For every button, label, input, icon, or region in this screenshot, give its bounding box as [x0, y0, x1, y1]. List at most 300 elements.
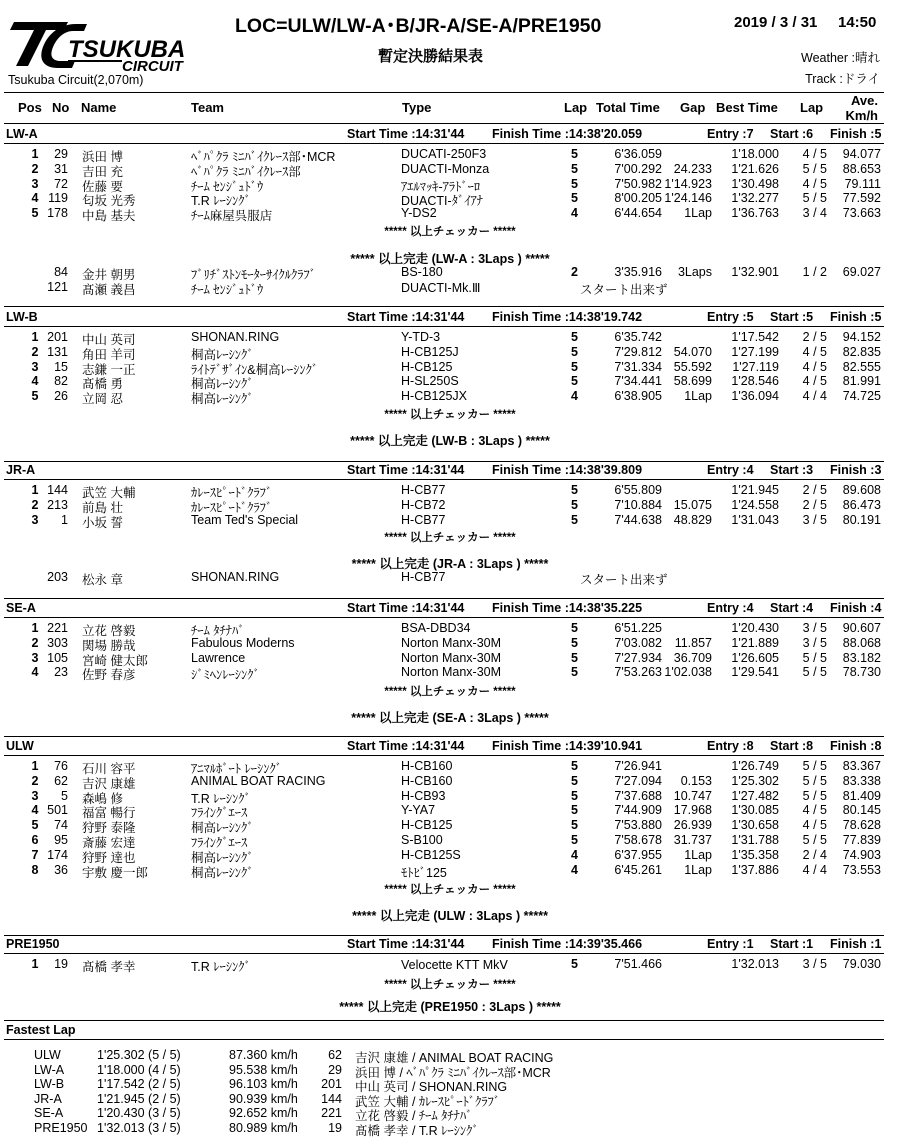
- cell-speed: 78.628: [842, 818, 881, 833]
- cell-speed: 90.607: [842, 621, 881, 635]
- cell-lap2: 4 / 5: [802, 344, 827, 359]
- cell-pos: 3: [31, 176, 39, 191]
- complete-message: ***** 以上完走 (JR-A : 3Laps ) *****: [351, 557, 549, 571]
- cell-team: SHONAN.RING: [191, 570, 280, 584]
- class-finished: Finish :5: [830, 127, 882, 141]
- cell-name: 斎藤 宏達: [82, 836, 136, 850]
- cell-best: 1'36.763: [731, 206, 779, 221]
- col-best-lap: Lap: [800, 100, 824, 115]
- class-title: SE-A: [6, 601, 36, 615]
- cell-lap: 5: [571, 359, 578, 374]
- cell-total: 7'44.909: [614, 803, 662, 818]
- cell-no: 76: [54, 759, 68, 773]
- cell-lap: 5: [571, 621, 578, 635]
- cell-speed: 81.991: [842, 374, 881, 389]
- fastest-time: 1'21.945 (2 / 5): [97, 1091, 181, 1106]
- complete-message: ***** 以上完走 (LW-B : 3Laps ) *****: [350, 434, 550, 448]
- cell-pos: 5: [31, 389, 39, 404]
- class-started: Start :4: [770, 601, 814, 615]
- cell-speed: 78.730: [842, 665, 881, 680]
- section-divider: [4, 598, 884, 599]
- section-divider: [4, 935, 884, 936]
- cell-best: 1'35.358: [731, 847, 779, 862]
- cell-pos: 3: [31, 788, 39, 803]
- cell-speed: 79.111: [844, 176, 881, 191]
- class-started: Start :1: [770, 937, 814, 951]
- class-header-pre1950: [4, 939, 884, 954]
- report-date: 2019 / 3 / 31: [734, 14, 818, 31]
- cell-total: 7'00.292: [614, 161, 662, 176]
- cell-lap2: 3 / 4: [802, 206, 827, 221]
- cell-best: 1'30.498: [731, 176, 779, 191]
- cell-type: S-B100: [401, 833, 443, 847]
- cell-pos: 1: [31, 330, 39, 344]
- cell-total: 7'44.638: [614, 512, 662, 527]
- cell-pos: 3: [31, 512, 39, 527]
- checker-message: ***** 以上チェッカー *****: [384, 226, 516, 238]
- cell-team: ｱﾆﾏﾙﾎﾞｰﾄ ﾚｰｼﾝｸﾞ: [191, 762, 282, 776]
- cell-lap: 4: [571, 206, 578, 221]
- cell-no: 174: [47, 847, 68, 862]
- cell-name: 吉田 充: [82, 164, 123, 179]
- complete-message: ***** 以上完走 (PRE1950 : 3Laps ) *****: [339, 1000, 561, 1014]
- cell-lap2: 5 / 5: [802, 161, 827, 176]
- cell-speed: 88.068: [842, 635, 881, 650]
- cell-name: 立花 啓毅: [82, 624, 136, 638]
- class-entry: Entry :4: [707, 601, 754, 615]
- table-row: [0, 512, 900, 530]
- cell-name: 髙瀬 義昌: [82, 282, 136, 297]
- fastest-cls: ULW: [34, 1048, 61, 1062]
- cell-total: 7'26.941: [614, 759, 662, 773]
- cell-team: Team Ted's Special: [191, 512, 299, 527]
- class-start: Start Time :14:31'44: [347, 127, 465, 141]
- cell-speed: 83.338: [842, 773, 881, 788]
- complete-message: ***** 以上完走 (ULW : 3Laps ) *****: [352, 909, 548, 923]
- cell-best: 1'32.013: [731, 957, 779, 971]
- cell-lap2: 5 / 5: [802, 788, 827, 803]
- cell-total: 6'45.261: [614, 862, 662, 877]
- cell-team: ｶﾚｰｽﾋﾟｰﾄﾞｸﾗﾌﾞ: [191, 500, 273, 515]
- cell-speed: 86.473: [842, 497, 881, 512]
- cell-total: 7'03.082: [614, 635, 662, 650]
- fastest-cls: LW-B: [34, 1077, 65, 1092]
- cell-speed: 69.027: [842, 265, 881, 279]
- cell-lap2: 5 / 5: [802, 665, 827, 680]
- cell-name: 狩野 泰隆: [82, 821, 136, 836]
- cell-best: 1'31.043: [731, 512, 779, 527]
- cell-name: 中山 英司: [82, 333, 136, 347]
- cell-name: 浜田 博: [82, 150, 123, 164]
- cell-name: 石川 容平: [82, 762, 136, 776]
- cell-name: 佐藤 要: [82, 179, 123, 194]
- cell-lap2: 5 / 5: [802, 773, 827, 788]
- svg-text:CIRCUIT: CIRCUIT: [122, 58, 183, 72]
- cell-lap: 4: [571, 862, 578, 877]
- cell-no: 105: [47, 650, 68, 665]
- cell-total: 6'35.742: [614, 330, 662, 344]
- cell-speed: 79.030: [842, 957, 881, 971]
- cell-type: Y-TD-3: [401, 330, 441, 344]
- cell-best: 1'21.889: [731, 635, 779, 650]
- class-finish: Finish Time :14:39'35.466: [492, 937, 643, 951]
- fastest-speed: 95.538 km/h: [229, 1062, 298, 1077]
- cell-name: 森嶋 修: [82, 791, 123, 806]
- cell-team: T.R ﾚｰｼﾝｸﾞ: [191, 194, 251, 209]
- cell-no: 131: [47, 344, 68, 359]
- cell-best: 1'26.749: [731, 759, 779, 773]
- cell-total: 3'35.916: [614, 265, 662, 279]
- cell-speed: 73.663: [842, 206, 881, 221]
- class-finish: Finish Time :14:38'35.225: [492, 601, 643, 615]
- class-finished: Finish :8: [830, 739, 882, 753]
- class-start: Start Time :14:31'44: [347, 310, 465, 324]
- cell-best: 1'18.000: [731, 147, 779, 161]
- fastest-speed: 80.989 km/h: [229, 1121, 298, 1135]
- cell-total: 7'53.880: [614, 818, 662, 833]
- cell-best: 1'27.199: [731, 344, 779, 359]
- cell-speed: 73.553: [842, 862, 881, 877]
- cell-lap2: 4 / 5: [802, 803, 827, 818]
- cell-best: 1'30.658: [731, 818, 779, 833]
- cell-no: 95: [54, 833, 68, 847]
- cell-team: 桐高ﾚｰｼﾝｸﾞ: [191, 821, 254, 836]
- checker-message: ***** 以上チェッカー *****: [384, 979, 516, 991]
- cell-best: 1'30.085: [731, 803, 779, 818]
- cell-no: 144: [47, 483, 68, 497]
- cell-lap: 5: [571, 161, 578, 176]
- cell-no: 221: [47, 621, 68, 635]
- cell-lap: 5: [571, 957, 578, 971]
- cell-pos: 2: [31, 344, 39, 359]
- cell-total: スタート出来ず: [580, 573, 668, 587]
- class-started: Start :5: [770, 310, 814, 324]
- cell-gap: 11.857: [674, 635, 712, 650]
- col-speed-unit: Km/h: [845, 108, 878, 123]
- complete-message: ***** 以上完走 (SE-A : 3Laps ) *****: [351, 711, 549, 725]
- cell-lap: 5: [571, 483, 578, 497]
- cell-type: H-CB72: [401, 497, 446, 512]
- cell-speed: 74.725: [842, 389, 881, 404]
- class-entry: Entry :8: [707, 739, 754, 753]
- cell-team: ｶﾚｰｽﾋﾟｰﾄﾞｸﾗﾌﾞ: [191, 486, 273, 500]
- cell-name: 髙橋 孝幸: [82, 960, 136, 974]
- cell-lap: 5: [571, 759, 578, 773]
- fastest-cls: LW-A: [34, 1062, 65, 1077]
- cell-pos: 4: [31, 803, 39, 818]
- class-finish: Finish Time :14:39'10.941: [492, 739, 643, 753]
- class-started: Start :6: [770, 127, 814, 141]
- cell-lap2: 4 / 4: [802, 389, 827, 404]
- cell-speed: 77.839: [842, 833, 881, 847]
- complete-message: ***** 以上完走 (LW-A : 3Laps ) *****: [350, 252, 550, 266]
- cell-pos: 2: [31, 635, 39, 650]
- table-row: [0, 959, 900, 973]
- cell-team: T.R ﾚｰｼﾝｸﾞ: [191, 791, 251, 806]
- column-header-row: [4, 92, 884, 124]
- cell-total: 7'31.334: [614, 359, 662, 374]
- cell-team: T.R ﾚｰｼﾝｸﾞ: [191, 960, 251, 974]
- cell-total: 7'58.678: [614, 833, 662, 847]
- cell-pos: 4: [31, 374, 39, 389]
- cell-total: スタート出来ず: [580, 282, 668, 297]
- cell-best: 1'29.541: [731, 665, 779, 680]
- cell-best: 1'24.558: [731, 497, 779, 512]
- cell-name: 武笠 大輔: [82, 486, 136, 500]
- cell-team: ﾍﾞﾊﾟｸﾗ ﾐﾆﾊﾞｲｸﾚｰｽ部: [191, 164, 301, 179]
- cell-total: 6'55.809: [614, 483, 662, 497]
- cell-team: ﾌﾗｲﾝｸﾞｴｰｽ: [191, 836, 248, 850]
- checker-message: ***** 以上チェッカー *****: [384, 686, 516, 698]
- checker-message: ***** 以上チェッカー *****: [384, 409, 516, 421]
- class-finish: Finish Time :14:38'20.059: [492, 127, 643, 141]
- cell-gap: 58.699: [673, 374, 712, 389]
- table-row: [0, 667, 900, 681]
- cell-total: 7'50.982: [614, 176, 662, 191]
- cell-lap2: 5 / 5: [802, 833, 827, 847]
- cell-lap2: 2 / 5: [802, 330, 827, 344]
- fastest-speed: 87.360 km/h: [229, 1048, 298, 1062]
- fastest-who: 髙橋 孝幸 / T.R ﾚｰｼﾝｸﾞ: [355, 1124, 479, 1138]
- cell-gap: 3Laps: [677, 265, 712, 279]
- cell-gap: 31.737: [673, 833, 712, 847]
- cell-lap2: 2 / 4: [802, 847, 827, 862]
- cell-best: 1'21.626: [731, 161, 779, 176]
- class-started: Start :3: [770, 463, 814, 477]
- cell-team: 桐高ﾚｰｼﾝｸﾞ: [191, 377, 254, 392]
- cell-type: Norton Manx-30M: [401, 635, 502, 650]
- cell-lap: 5: [571, 330, 578, 344]
- col-name: Name: [81, 100, 117, 115]
- col-pos: Pos: [18, 100, 42, 115]
- fastest-no: 221: [321, 1106, 342, 1121]
- cell-pos: 2: [31, 161, 39, 176]
- cell-type: H-CB160: [401, 759, 453, 773]
- cell-type: H-SL250S: [401, 374, 459, 389]
- cell-lap: 5: [571, 635, 578, 650]
- cell-lap2: 1 / 2: [802, 265, 827, 279]
- cell-name: 小坂 誓: [82, 515, 123, 530]
- cell-name: 宇敷 慶一郎: [82, 865, 148, 880]
- cell-name: 狩野 達也: [82, 850, 136, 865]
- cell-name: 髙橋 勇: [82, 377, 123, 392]
- cell-name: 中島 基夫: [82, 209, 136, 224]
- class-finished: Finish :3: [830, 463, 882, 477]
- cell-name: 関場 勝哉: [82, 638, 136, 653]
- cell-no: 29: [54, 147, 68, 161]
- cell-speed: 77.592: [842, 191, 881, 206]
- cell-pos: 6: [31, 833, 39, 847]
- cell-pos: 2: [31, 497, 39, 512]
- cell-gap: 1Lap: [684, 862, 712, 877]
- cell-type: DUACTI-Mk.Ⅲ: [401, 280, 481, 295]
- cell-lap: 5: [571, 374, 578, 389]
- cell-pos: 5: [31, 818, 39, 833]
- cell-no: 74: [54, 818, 68, 833]
- cell-gap: 10.747: [673, 788, 712, 803]
- cell-best: 1'37.886: [731, 862, 779, 877]
- cell-speed: 82.835: [842, 344, 881, 359]
- fastest-no: 19: [328, 1121, 342, 1135]
- cell-lap: 5: [571, 773, 578, 788]
- class-title: JR-A: [6, 463, 36, 477]
- cell-no: 26: [54, 389, 68, 404]
- class-entry: Entry :4: [707, 463, 754, 477]
- section-divider: [4, 461, 884, 462]
- cell-best: 1'17.542: [731, 330, 779, 344]
- class-entry: Entry :5: [707, 310, 754, 324]
- cell-lap: 5: [571, 497, 578, 512]
- cell-speed: 81.409: [842, 788, 881, 803]
- cell-pos: 3: [31, 359, 39, 374]
- table-row: [0, 572, 900, 586]
- cell-lap2: 4 / 5: [802, 147, 827, 161]
- cell-lap: 5: [571, 665, 578, 680]
- class-finish: Finish Time :14:38'39.809: [492, 463, 643, 477]
- cell-pos: 1: [31, 147, 39, 161]
- location-title: LOC=ULW/LW-A･B/JR-A/SE-A/PRE1950: [235, 15, 602, 37]
- fastest-who: 浜田 博 / ﾍﾞﾊﾟｸﾗ ﾐﾆﾊﾞｲｸﾚｰｽ部･MCR: [355, 1065, 551, 1080]
- cell-lap: 5: [571, 147, 578, 161]
- class-finished: Finish :4: [830, 601, 882, 615]
- class-finished: Finish :1: [830, 937, 882, 951]
- cell-no: 1: [61, 512, 68, 527]
- cell-speed: 82.555: [842, 359, 881, 374]
- cell-name: 志鎌 一正: [82, 362, 136, 377]
- fastest-who: 吉沢 康雄 / ANIMAL BOAT RACING: [355, 1051, 554, 1065]
- cell-type: DUACTI-Monza: [401, 161, 490, 176]
- cell-team: ﾁｰﾑ ｾﾝｼﾞｭﾄﾞｳ: [191, 282, 264, 297]
- cell-lap2: 3 / 5: [802, 512, 827, 527]
- table-row: [0, 208, 900, 222]
- cell-no: 119: [48, 191, 68, 206]
- cell-lap2: 3 / 5: [802, 621, 827, 635]
- cell-total: 6'44.654: [614, 206, 662, 221]
- cell-team: ﾗｲﾄﾃﾞｻﾞｲﾝ&桐高ﾚｰｼﾝｸﾞ: [191, 362, 319, 377]
- cell-type: Norton Manx-30M: [401, 650, 502, 665]
- cell-gap: 54.070: [673, 344, 712, 359]
- cell-type: H-CB125S: [401, 847, 461, 862]
- cell-no: 84: [54, 265, 68, 279]
- report-subtitle: 暫定決勝結果表: [378, 48, 484, 65]
- section-divider: [4, 1020, 884, 1021]
- cell-no: 303: [47, 635, 68, 650]
- cell-speed: 80.145: [842, 803, 881, 818]
- cell-team: ﾌﾗｲﾝｸﾞｴｰｽ: [191, 806, 248, 821]
- cell-total: 7'34.441: [614, 374, 662, 389]
- cell-team: ﾁｰﾑ麻屋呉服店: [191, 209, 273, 224]
- table-row: [0, 862, 900, 880]
- cell-no: 36: [54, 862, 68, 877]
- cell-name: 佐野 春彦: [82, 668, 136, 683]
- cell-pos: 1: [31, 759, 39, 773]
- cell-type: H-CB125J: [401, 344, 459, 359]
- col-speed-ave: Ave.: [851, 93, 878, 108]
- fastest-who: 中山 英司 / SHONAN.RING: [355, 1080, 508, 1095]
- fastest-who: 武笠 大輔 / ｶﾚｰｽﾋﾟｰﾄﾞｸﾗﾌﾞ: [355, 1094, 501, 1109]
- cell-total: 7'51.466: [614, 957, 662, 971]
- cell-speed: 74.903: [842, 847, 881, 862]
- cell-total: 7'37.688: [614, 788, 662, 803]
- cell-best: 1'27.482: [731, 788, 779, 803]
- col-no: No: [52, 100, 70, 115]
- fastest-no: 29: [328, 1062, 342, 1077]
- cell-name: 立岡 忍: [82, 392, 123, 407]
- cell-pos: 4: [31, 191, 39, 206]
- cell-best: 1'36.094: [731, 389, 779, 404]
- cell-best: 1'28.546: [731, 374, 779, 389]
- cell-lap2: 4 / 5: [802, 818, 827, 833]
- cell-type: BSA-DBD34: [401, 621, 471, 635]
- cell-no: 213: [47, 497, 68, 512]
- fastest-no: 62: [328, 1048, 342, 1062]
- cell-lap: 4: [571, 389, 578, 404]
- cell-total: 8'00.205: [614, 191, 662, 206]
- cell-type: H-CB77: [401, 483, 446, 497]
- cell-lap: 5: [571, 191, 578, 206]
- col-best-time: Best Time: [716, 100, 778, 115]
- cell-total: 7'10.884: [614, 497, 662, 512]
- weather-label: Weather :晴れ: [801, 51, 880, 65]
- cell-best: 1'31.788: [731, 833, 779, 847]
- cell-no: 178: [47, 206, 68, 221]
- cell-pos: 4: [31, 665, 39, 680]
- section-divider: [4, 736, 884, 737]
- report-time: 14:50: [838, 14, 877, 31]
- table-row: [0, 391, 900, 405]
- class-header-lw-b: [4, 312, 884, 327]
- cell-gap: 1Lap: [684, 389, 712, 404]
- cell-lap2: 4 / 4: [802, 862, 827, 877]
- cell-type: H-CB160: [401, 773, 453, 788]
- fastest-cls: PRE1950: [34, 1121, 88, 1135]
- cell-lap: 5: [571, 512, 578, 527]
- fastest-who: 立花 啓毅 / ﾁｰﾑ ﾀﾁﾅﾊﾞ: [355, 1109, 473, 1124]
- class-entry: Entry :1: [707, 937, 754, 951]
- cell-team: Fabulous Moderns: [191, 635, 295, 650]
- cell-best: 1'20.430: [731, 621, 779, 635]
- track-label: Track :ドライ: [805, 72, 880, 86]
- col-lap: Lap: [564, 100, 588, 115]
- cell-no: 23: [54, 665, 68, 680]
- cell-lap2: 4 / 5: [802, 359, 827, 374]
- class-start: Start Time :14:31'44: [347, 463, 465, 477]
- cell-team: ｼﾞﾐﾍﾝﾚｰｼﾝｸﾞ: [191, 668, 260, 683]
- col-type: Type: [402, 100, 432, 115]
- cell-type: ﾓﾄﾋﾞ125: [401, 865, 447, 880]
- cell-lap2: 3 / 5: [802, 635, 827, 650]
- cell-pos: 1: [31, 621, 39, 635]
- cell-best: 1'27.119: [732, 359, 779, 374]
- cell-pos: 5: [31, 206, 39, 221]
- fastest-speed: 90.939 km/h: [229, 1091, 298, 1106]
- cell-speed: 94.152: [842, 330, 881, 344]
- cell-no: 201: [47, 330, 68, 344]
- cell-lap2: 5 / 5: [802, 650, 827, 665]
- cell-type: H-CB125JX: [401, 389, 467, 404]
- cell-type: H-CB93: [401, 788, 446, 803]
- cell-no: 15: [54, 359, 68, 374]
- class-header-lw-a: [4, 129, 884, 144]
- cell-name: 角田 羊司: [82, 347, 136, 362]
- cell-gap: 1'14.923: [664, 176, 712, 191]
- cell-best: 1'32.901: [731, 265, 779, 279]
- cell-type: Y-DS2: [401, 206, 437, 221]
- cell-speed: 80.191: [842, 512, 881, 527]
- cell-speed: 88.653: [842, 161, 881, 176]
- col-gap: Gap: [680, 100, 706, 115]
- cell-team: 桐高ﾚｰｼﾝｸﾞ: [191, 392, 254, 407]
